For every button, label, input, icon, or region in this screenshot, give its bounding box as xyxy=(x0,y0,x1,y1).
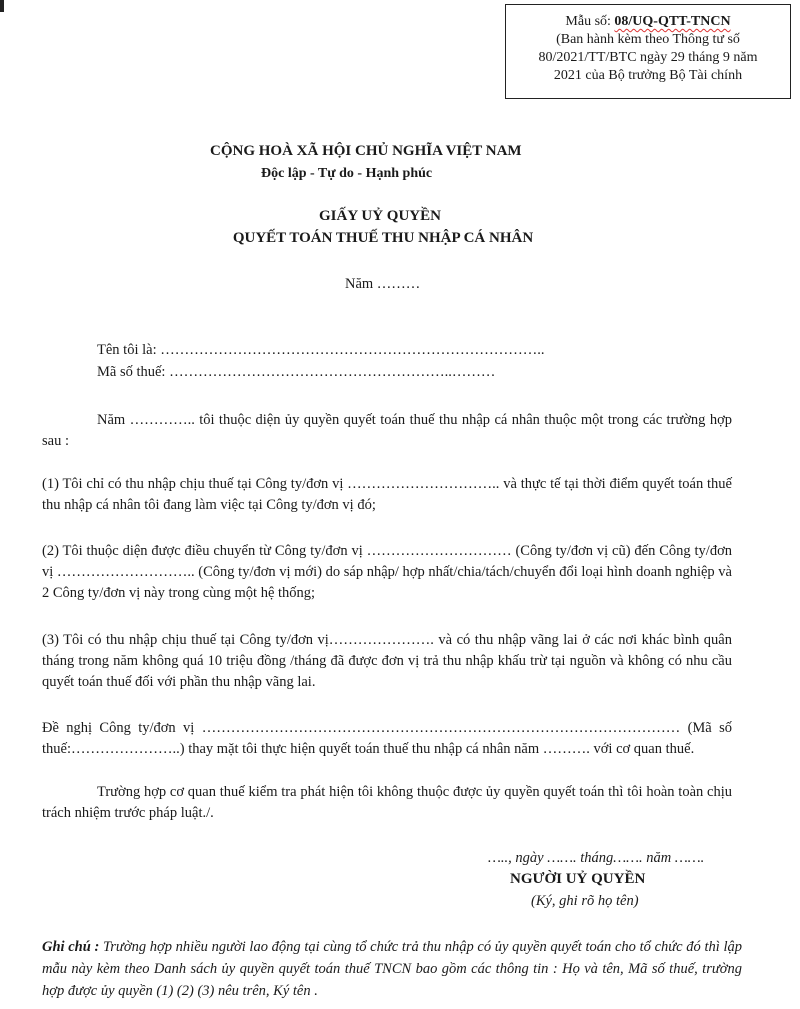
document-year: Năm ……… xyxy=(345,276,421,292)
form-number-box xyxy=(505,4,791,99)
name-line: Tên tôi là: …………………………………………………………………….. xyxy=(97,342,545,358)
form-number-prefix: Mẫu số: xyxy=(565,14,615,29)
document-subtitle: QUYẾT TOÁN THUẾ THU NHẬP CÁ NHÂN xyxy=(232,230,534,246)
commitment-paragraph: Trường hợp cơ quan thuế kiểm tra phát hiện tôi không thuộc được ủy quyền quyết toán thì tôi hoàn toàn chịu trách nhiệm trước pháp luật./. xyxy=(42,784,732,821)
issued-note-1: (Ban hành kèm theo Thông tư số xyxy=(556,32,740,47)
note-paragraph xyxy=(42,936,742,1002)
country-name: CỘNG HOÀ XÃ HỘI CHỦ NGHĨA VIỆT NAM xyxy=(210,143,522,159)
note-text: Trường hợp nhiều người lao động tại cùng tổ chức trả thu nhập có ủy quyền quyết toán cho tổ chức đó thì lập mẫu này kèm theo Danh sách ủy quyền quyết toán thuế TNCN bao gồm các thông tin : Họ và tên, Mã số thuế, trường hợp được ủy quyền (1) (2) (3) nêu trên, Ký tên . xyxy=(42,939,742,999)
form-number-line xyxy=(506,13,790,31)
case-2-paragraph: (2) Tôi thuộc diện được điều chuyển từ Công ty/đơn vị ………………………… (Công ty/đơn vị cũ) đến Công ty/đơn vị ……………………….. (Công ty/đơn vị mới) do sáp nhập/ hợp nhất/chia/tách/chuyển đổi loại hình doanh nghiệp và 2 Công ty/đơn vị này trong cùng một hệ thống; xyxy=(42,543,732,601)
issued-note-3: 2021 của Bộ trưởng Bộ Tài chính xyxy=(553,68,743,83)
document-title: GIẤY UỶ QUYỀN xyxy=(319,208,441,224)
note-label: Ghi chú : xyxy=(42,939,100,955)
case-1-paragraph: (1) Tôi chỉ có thu nhập chịu thuế tại Công ty/đơn vị ………………………….. và thực tế tại thời điểm quyết toán thuế thu nhập cá nhân tôi đang làm việc tại Công ty/đơn vị đó; xyxy=(42,476,732,513)
national-motto: Độc lập - Tự do - Hạnh phúc xyxy=(261,166,433,181)
form-number: 08/UQ-QTT-TNCN xyxy=(614,14,731,29)
issued-note-2: 80/2021/TT/BTC ngày 29 tháng 9 năm xyxy=(538,50,758,65)
case-3-paragraph: (3) Tôi có thu nhập chịu thuế tại Công ty/đơn vị…………………. và có thu nhập vãng lai ở các nơi khác bình quân tháng trong năm không quá 10 triệu đồng /tháng đã được đơn vị trả thu nhập khấu trừ tại nguồn và không có nhu cầu quyết toán thuế đối với phần thu nhập vãng lai. xyxy=(42,632,732,690)
tax-code-line: Mã số thuế: …………………………………………………..……… xyxy=(97,364,496,380)
request-paragraph: Đề nghị Công ty/đơn vị ……………………………………………………………………………………… (Mã số thuế:…………………..) thay mặt tôi thực hiện quyết toán thuế thu nhập cá nhân năm ………. với cơ quan thuế. xyxy=(42,720,732,757)
signature-hint: (Ký, ghi rõ họ tên) xyxy=(531,893,639,909)
corner-mark xyxy=(0,0,4,12)
signature-date-line: ….., ngày ……. tháng……. năm ……. xyxy=(488,850,705,866)
intro-paragraph: Năm ………….. tôi thuộc diện ủy quyền quyết toán thuế thu nhập cá nhân thuộc một trong các trường hợp sau : xyxy=(42,412,732,449)
signature-role: NGƯỜI UỶ QUYỀN xyxy=(510,871,646,887)
